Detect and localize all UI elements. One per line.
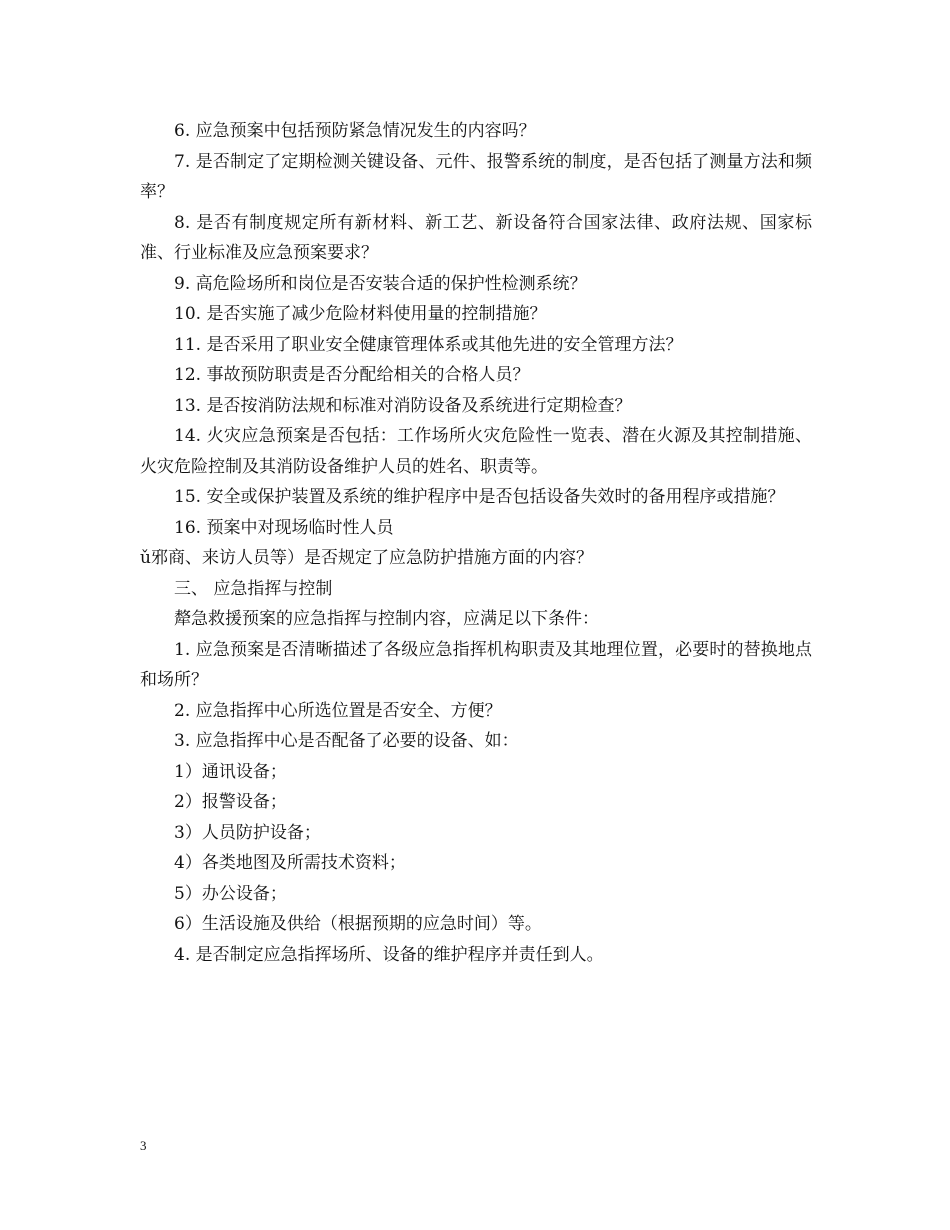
paragraph-item-6: 6. 应急预案中包括预防紧急情况发生的内容吗？ xyxy=(174,121,536,141)
equipment-item-1: 1）通讯设备； xyxy=(174,761,287,782)
equipment-item-2: 2）报警设备； xyxy=(174,792,287,812)
paragraph-item-12: 12. 事故预防职责是否分配给相关的合格人员？ xyxy=(174,365,530,385)
paragraph-item-14: 14. 火灾应急预案是否包括：工作场所火灾危险性一览表、潜在火源及其控制措施、火灾危险控制及其消防设备维护人员的姓名、职责等。 xyxy=(140,426,812,477)
paragraph-section-item-2: 2. 应急指挥中心所选位置是否安全、方便？ xyxy=(174,700,502,721)
paragraph-item-15: 15. 安全或保护装置及系统的维护程序中是否包括设备失效时的备用程序或措施？ xyxy=(174,487,785,507)
paragraph-item-11: 11. 是否采用了职业安全健康管理体系或其他先进的安全管理方法？ xyxy=(174,334,683,355)
section-intro: 犛急救援预案的应急指挥与控制内容，应满足以下条件： xyxy=(174,609,599,629)
paragraph-item-16-continued: ǔ邪商、来访人员等）是否规定了应急防护措施方面的内容？ xyxy=(140,548,593,568)
equipment-item-6: 6）生活设施及供给（根据预期的应急时间）等。 xyxy=(174,914,542,934)
page-number: 3 xyxy=(140,1138,147,1153)
paragraph-item-8: 8. 是否有制度规定所有新材料、新工艺、新设备符合国家法律、政府法规、国家标准、行业标准及应急预案要求？ xyxy=(140,212,812,263)
paragraph-item-7: 7. 是否制定了定期检测关键设备、元件、报警系统的制度，是否包括了测量方法和频率？ xyxy=(140,151,812,202)
paragraph-item-9: 9. 高危险场所和岗位是否安装合适的保护性检测系统？ xyxy=(174,273,587,294)
paragraph-section-item-4: 4. 是否制定应急指挥场所、设备的维护程序并责任到人。 xyxy=(174,944,604,965)
paragraph-item-13: 13. 是否按消防法规和标准对消防设备及系统进行定期检查？ xyxy=(174,395,632,416)
equipment-item-5: 5）办公设备； xyxy=(174,883,287,904)
paragraph-item-10: 10. 是否实施了减少危险材料使用量的控制措施？ xyxy=(174,304,547,324)
equipment-item-4: 4）各类地图及所需技术资料； xyxy=(174,853,406,873)
paragraph-section-item-1: 1. 应急预案是否清晰描述了各级应急指挥机构职责及其地理位置，必要时的替换地点和场所？ xyxy=(140,639,812,690)
document-body xyxy=(140,116,812,970)
equipment-item-3: 3）人员防护设备； xyxy=(174,822,321,843)
paragraph-item-16: 16. 预案中对现场临时性人员 xyxy=(174,517,394,538)
section-heading: 三、 应急指挥与控制 xyxy=(174,578,333,599)
paragraph-section-item-3: 3. 应急指挥中心是否配备了必要的设备、如： xyxy=(174,731,519,751)
